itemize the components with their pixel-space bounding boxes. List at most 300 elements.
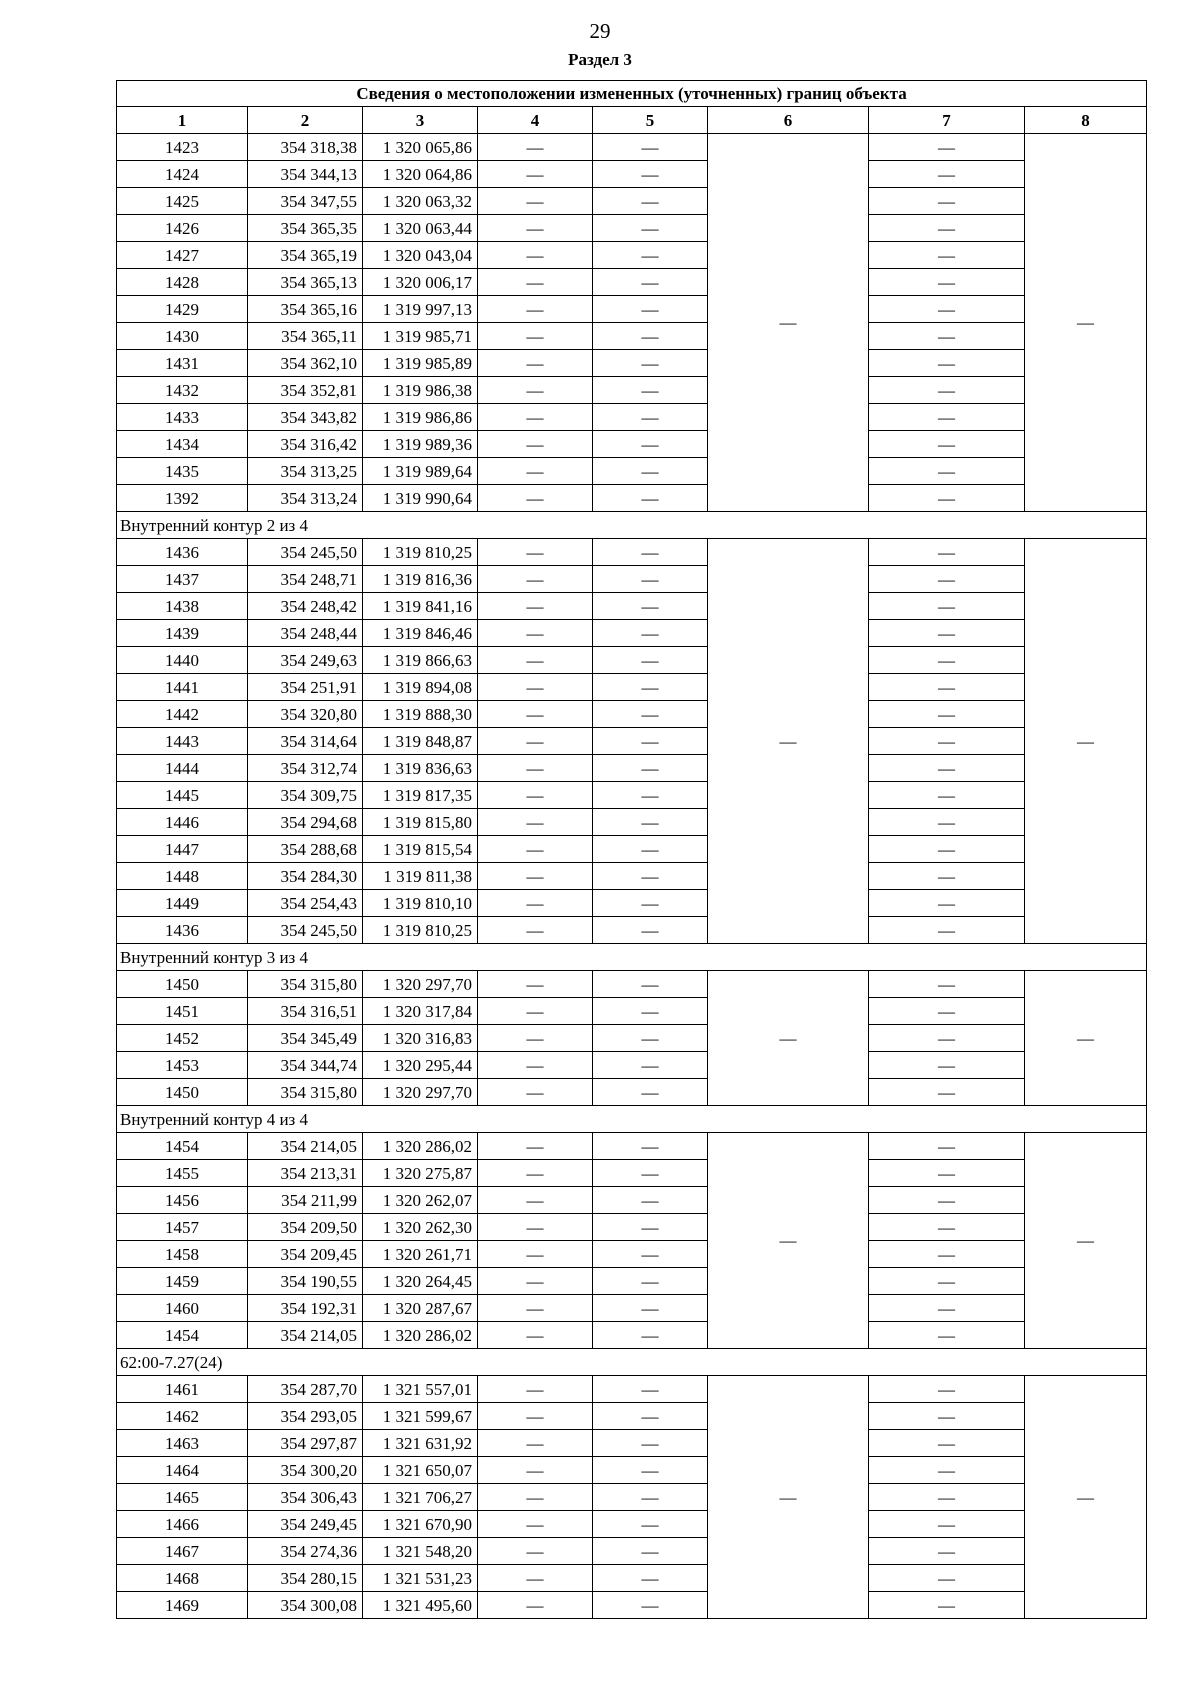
column-5-cell: — [593,1484,708,1511]
column-5-cell: — [593,323,708,350]
column-4-cell: — [478,620,593,647]
y-coordinate-cell: 1 321 495,60 [363,1592,478,1619]
column-5-cell: — [593,242,708,269]
x-coordinate-cell: 354 248,71 [248,566,363,593]
column-5-cell: — [593,1079,708,1106]
column-5-cell: — [593,674,708,701]
column-5-cell: — [593,566,708,593]
column-5-cell: — [593,134,708,161]
x-coordinate-cell: 354 274,36 [248,1538,363,1565]
column-4-cell: — [478,458,593,485]
table-row [117,1133,1147,1160]
y-coordinate-cell: 1 320 275,87 [363,1160,478,1187]
point-number-cell: 1450 [117,971,248,998]
point-number-cell: 1430 [117,323,248,350]
column-5-cell: — [593,215,708,242]
column-4-cell: — [478,701,593,728]
column-4-cell: — [478,1052,593,1079]
y-coordinate-cell: 1 320 065,86 [363,134,478,161]
table-row [117,1538,1147,1565]
y-coordinate-cell: 1 319 810,25 [363,539,478,566]
column-5-cell: — [593,404,708,431]
column-header: 1 [117,107,248,134]
table-row [117,647,1147,674]
table-row [117,971,1147,998]
column-5-cell: — [593,377,708,404]
column-5-cell: — [593,1133,708,1160]
point-number-cell: 1454 [117,1133,248,1160]
column-5-cell: — [593,1511,708,1538]
column-7-cell: — [869,242,1025,269]
y-coordinate-cell: 1 319 810,10 [363,890,478,917]
y-coordinate-cell: 1 321 670,90 [363,1511,478,1538]
point-number-cell: 1435 [117,458,248,485]
column-7-cell: — [869,1484,1025,1511]
table-row [117,1052,1147,1079]
x-coordinate-cell: 354 209,45 [248,1241,363,1268]
column-4-cell: — [478,1241,593,1268]
y-coordinate-cell: 1 319 866,63 [363,647,478,674]
y-coordinate-cell: 1 319 986,86 [363,404,478,431]
table-row [117,1484,1147,1511]
column-7-cell: — [869,296,1025,323]
y-coordinate-cell: 1 319 986,38 [363,377,478,404]
column-5-cell: — [593,350,708,377]
column-7-cell: — [869,1079,1025,1106]
column-5-cell: — [593,1376,708,1403]
contour-group-row [117,512,1147,539]
y-coordinate-cell: 1 319 846,46 [363,620,478,647]
point-number-cell: 1441 [117,674,248,701]
table-row [117,1160,1147,1187]
table-caption: Сведения о местоположении измененных (уточненных) границ объекта [117,81,1147,107]
y-coordinate-cell: 1 320 316,83 [363,1025,478,1052]
x-coordinate-cell: 354 316,42 [248,431,363,458]
contour-label: Внутренний контур 2 из 4 [117,512,1147,539]
column-4-cell: — [478,377,593,404]
point-number-cell: 1434 [117,431,248,458]
point-number-cell: 1432 [117,377,248,404]
column-4-cell: — [478,1133,593,1160]
x-coordinate-cell: 354 365,19 [248,242,363,269]
column-4-cell: — [478,1457,593,1484]
table-row [117,728,1147,755]
x-coordinate-cell: 354 249,63 [248,647,363,674]
x-coordinate-cell: 354 318,38 [248,134,363,161]
table-row [117,593,1147,620]
column-4-cell: — [478,1268,593,1295]
x-coordinate-cell: 354 192,31 [248,1295,363,1322]
table-row [117,215,1147,242]
column-5-cell: — [593,971,708,998]
table-row [117,998,1147,1025]
table-row [117,1295,1147,1322]
column-7-cell: — [869,971,1025,998]
column-4-cell: — [478,1484,593,1511]
x-coordinate-cell: 354 313,24 [248,485,363,512]
x-coordinate-cell: 354 280,15 [248,1565,363,1592]
column-4-cell: — [478,188,593,215]
column-7-cell: — [869,620,1025,647]
column-5-cell: — [593,539,708,566]
point-number-cell: 1464 [117,1457,248,1484]
y-coordinate-cell: 1 319 811,38 [363,863,478,890]
column-4-cell: — [478,1565,593,1592]
table-body [117,134,1147,1619]
point-number-cell: 1450 [117,1079,248,1106]
table-row [117,458,1147,485]
point-number-cell: 1426 [117,215,248,242]
table-row [117,404,1147,431]
contour-group-row [117,1106,1147,1133]
column-7-cell: — [869,809,1025,836]
table-row [117,269,1147,296]
column-4-cell: — [478,998,593,1025]
column-7-cell: — [869,782,1025,809]
column-7-cell: — [869,377,1025,404]
column-4-cell: — [478,215,593,242]
x-coordinate-cell: 354 365,35 [248,215,363,242]
x-coordinate-cell: 354 365,13 [248,269,363,296]
table-row [117,188,1147,215]
point-number-cell: 1431 [117,350,248,377]
column-header: 6 [708,107,869,134]
x-coordinate-cell: 354 315,80 [248,971,363,998]
table-row [117,1025,1147,1052]
column-5-cell: — [593,1565,708,1592]
column-4-cell: — [478,404,593,431]
contour-label: 62:00-7.27(24) [117,1349,1147,1376]
column-header-row [117,107,1147,134]
column-5-cell: — [593,863,708,890]
column-4-cell: — [478,1295,593,1322]
column-5-cell: — [593,620,708,647]
column-5-cell: — [593,647,708,674]
boundary-coordinates-table [116,80,1147,1619]
table-row [117,1430,1147,1457]
column-4-cell: — [478,1592,593,1619]
column-5-cell: — [593,1241,708,1268]
column-7-cell: — [869,1052,1025,1079]
y-coordinate-cell: 1 321 548,20 [363,1538,478,1565]
column-4-cell: — [478,242,593,269]
point-number-cell: 1425 [117,188,248,215]
column-7-cell: — [869,1214,1025,1241]
x-coordinate-cell: 354 300,08 [248,1592,363,1619]
x-coordinate-cell: 354 362,10 [248,350,363,377]
point-number-cell: 1461 [117,1376,248,1403]
y-coordinate-cell: 1 319 888,30 [363,701,478,728]
column-5-cell: — [593,1025,708,1052]
point-number-cell: 1463 [117,1430,248,1457]
column-5-cell: — [593,809,708,836]
table-row [117,701,1147,728]
y-coordinate-cell: 1 320 264,45 [363,1268,478,1295]
point-number-cell: 1447 [117,836,248,863]
point-number-cell: 1452 [117,1025,248,1052]
column-4-cell: — [478,134,593,161]
table-row [117,350,1147,377]
point-number-cell: 1436 [117,539,248,566]
column-7-cell: — [869,539,1025,566]
page-number: 29 [589,19,611,43]
column-5-cell: — [593,1403,708,1430]
column-7-cell: — [869,188,1025,215]
column-5-cell: — [593,1592,708,1619]
column-7-cell: — [869,215,1025,242]
x-coordinate-cell: 354 365,16 [248,296,363,323]
table-row [117,1187,1147,1214]
column-5-cell: — [593,593,708,620]
x-coordinate-cell: 354 251,91 [248,674,363,701]
column-8-merged-cell: — [1025,1133,1147,1349]
x-coordinate-cell: 354 294,68 [248,809,363,836]
column-7-cell: — [869,1268,1025,1295]
column-7-cell: — [869,728,1025,755]
column-4-cell: — [478,836,593,863]
column-5-cell: — [593,782,708,809]
x-coordinate-cell: 354 316,51 [248,998,363,1025]
column-4-cell: — [478,782,593,809]
column-header: 5 [593,107,708,134]
column-4-cell: — [478,1403,593,1430]
table-row [117,431,1147,458]
column-4-cell: — [478,539,593,566]
point-number-cell: 1443 [117,728,248,755]
x-coordinate-cell: 354 245,50 [248,917,363,944]
column-header: 3 [363,107,478,134]
column-7-cell: — [869,1538,1025,1565]
y-coordinate-cell: 1 321 650,07 [363,1457,478,1484]
point-number-cell: 1438 [117,593,248,620]
column-6-merged-cell: — [708,539,869,944]
column-5-cell: — [593,296,708,323]
point-number-cell: 1446 [117,809,248,836]
table-row [117,161,1147,188]
column-4-cell: — [478,1025,593,1052]
column-header: 2 [248,107,363,134]
point-number-cell: 1459 [117,1268,248,1295]
point-number-cell: 1454 [117,1322,248,1349]
column-8-merged-cell: — [1025,1376,1147,1619]
y-coordinate-cell: 1 319 841,16 [363,593,478,620]
x-coordinate-cell: 354 254,43 [248,890,363,917]
column-4-cell: — [478,269,593,296]
column-7-cell: — [869,890,1025,917]
column-4-cell: — [478,1214,593,1241]
column-5-cell: — [593,998,708,1025]
table-row [117,323,1147,350]
column-7-cell: — [869,998,1025,1025]
point-number-cell: 1427 [117,242,248,269]
x-coordinate-cell: 354 312,74 [248,755,363,782]
column-7-cell: — [869,161,1025,188]
column-5-cell: — [593,1268,708,1295]
y-coordinate-cell: 1 321 706,27 [363,1484,478,1511]
table-row [117,1268,1147,1295]
column-7-cell: — [869,458,1025,485]
x-coordinate-cell: 354 297,87 [248,1430,363,1457]
x-coordinate-cell: 354 284,30 [248,863,363,890]
table-row [117,890,1147,917]
x-coordinate-cell: 354 209,50 [248,1214,363,1241]
column-4-cell: — [478,431,593,458]
column-7-cell: — [869,1187,1025,1214]
column-5-cell: — [593,431,708,458]
table-row [117,539,1147,566]
column-7-cell: — [869,485,1025,512]
table-row [117,917,1147,944]
x-coordinate-cell: 354 287,70 [248,1376,363,1403]
column-4-cell: — [478,863,593,890]
y-coordinate-cell: 1 319 836,63 [363,755,478,782]
x-coordinate-cell: 354 249,45 [248,1511,363,1538]
column-7-cell: — [869,701,1025,728]
column-5-cell: — [593,701,708,728]
x-coordinate-cell: 354 248,42 [248,593,363,620]
point-number-cell: 1468 [117,1565,248,1592]
y-coordinate-cell: 1 319 894,08 [363,674,478,701]
column-6-merged-cell: — [708,1133,869,1349]
column-4-cell: — [478,323,593,350]
point-number-cell: 1433 [117,404,248,431]
column-7-cell: — [869,431,1025,458]
x-coordinate-cell: 354 314,64 [248,728,363,755]
y-coordinate-cell: 1 321 531,23 [363,1565,478,1592]
column-7-cell: — [869,269,1025,296]
column-5-cell: — [593,1322,708,1349]
table-row [117,782,1147,809]
column-7-cell: — [869,134,1025,161]
column-4-cell: — [478,485,593,512]
x-coordinate-cell: 354 309,75 [248,782,363,809]
column-4-cell: — [478,674,593,701]
x-coordinate-cell: 354 245,50 [248,539,363,566]
point-number-cell: 1462 [117,1403,248,1430]
column-5-cell: — [593,890,708,917]
table-row [117,809,1147,836]
column-7-cell: — [869,1133,1025,1160]
table-row [117,863,1147,890]
x-coordinate-cell: 354 345,49 [248,1025,363,1052]
y-coordinate-cell: 1 320 295,44 [363,1052,478,1079]
x-coordinate-cell: 354 344,74 [248,1052,363,1079]
column-5-cell: — [593,269,708,296]
table-row [117,485,1147,512]
contour-group-row [117,944,1147,971]
column-7-cell: — [869,647,1025,674]
table-row [117,1511,1147,1538]
x-coordinate-cell: 354 315,80 [248,1079,363,1106]
contour-label: Внутренний контур 4 из 4 [117,1106,1147,1133]
column-5-cell: — [593,1295,708,1322]
column-4-cell: — [478,566,593,593]
x-coordinate-cell: 354 320,80 [248,701,363,728]
y-coordinate-cell: 1 319 990,64 [363,485,478,512]
x-coordinate-cell: 354 211,99 [248,1187,363,1214]
table-row [117,1322,1147,1349]
column-4-cell: — [478,890,593,917]
table-row [117,1565,1147,1592]
column-7-cell: — [869,1322,1025,1349]
table-row [117,1241,1147,1268]
point-number-cell: 1465 [117,1484,248,1511]
point-number-cell: 1424 [117,161,248,188]
column-5-cell: — [593,728,708,755]
column-7-cell: — [869,1565,1025,1592]
column-5-cell: — [593,917,708,944]
column-4-cell: — [478,296,593,323]
column-7-cell: — [869,350,1025,377]
point-number-cell: 1440 [117,647,248,674]
y-coordinate-cell: 1 319 989,36 [363,431,478,458]
column-7-cell: — [869,863,1025,890]
x-coordinate-cell: 354 214,05 [248,1133,363,1160]
y-coordinate-cell: 1 320 297,70 [363,1079,478,1106]
y-coordinate-cell: 1 319 815,80 [363,809,478,836]
point-number-cell: 1457 [117,1214,248,1241]
point-number-cell: 1467 [117,1538,248,1565]
point-number-cell: 1466 [117,1511,248,1538]
table-row [117,1376,1147,1403]
column-7-cell: — [869,1160,1025,1187]
y-coordinate-cell: 1 320 063,32 [363,188,478,215]
x-coordinate-cell: 354 190,55 [248,1268,363,1295]
y-coordinate-cell: 1 319 817,35 [363,782,478,809]
x-coordinate-cell: 354 300,20 [248,1457,363,1484]
x-coordinate-cell: 354 213,31 [248,1160,363,1187]
point-number-cell: 1428 [117,269,248,296]
column-7-cell: — [869,1403,1025,1430]
x-coordinate-cell: 354 214,05 [248,1322,363,1349]
x-coordinate-cell: 354 288,68 [248,836,363,863]
point-number-cell: 1460 [117,1295,248,1322]
column-5-cell: — [593,1187,708,1214]
column-4-cell: — [478,1079,593,1106]
column-8-merged-cell: — [1025,971,1147,1106]
column-7-cell: — [869,1025,1025,1052]
column-5-cell: — [593,458,708,485]
column-4-cell: — [478,647,593,674]
column-4-cell: — [478,971,593,998]
y-coordinate-cell: 1 320 317,84 [363,998,478,1025]
column-4-cell: — [478,755,593,782]
point-number-cell: 1451 [117,998,248,1025]
column-7-cell: — [869,917,1025,944]
column-4-cell: — [478,1322,593,1349]
column-7-cell: — [869,1511,1025,1538]
x-coordinate-cell: 354 352,81 [248,377,363,404]
column-5-cell: — [593,485,708,512]
x-coordinate-cell: 354 293,05 [248,1403,363,1430]
point-number-cell: 1455 [117,1160,248,1187]
point-number-cell: 1442 [117,701,248,728]
table-row [117,1214,1147,1241]
y-coordinate-cell: 1 320 297,70 [363,971,478,998]
table-row [117,1457,1147,1484]
point-number-cell: 1456 [117,1187,248,1214]
column-7-cell: — [869,593,1025,620]
contour-label: Внутренний контур 3 из 4 [117,944,1147,971]
y-coordinate-cell: 1 319 985,89 [363,350,478,377]
point-number-cell: 1449 [117,890,248,917]
table-row [117,377,1147,404]
column-7-cell: — [869,1592,1025,1619]
point-number-cell: 1469 [117,1592,248,1619]
x-coordinate-cell: 354 313,25 [248,458,363,485]
column-7-cell: — [869,836,1025,863]
point-number-cell: 1423 [117,134,248,161]
